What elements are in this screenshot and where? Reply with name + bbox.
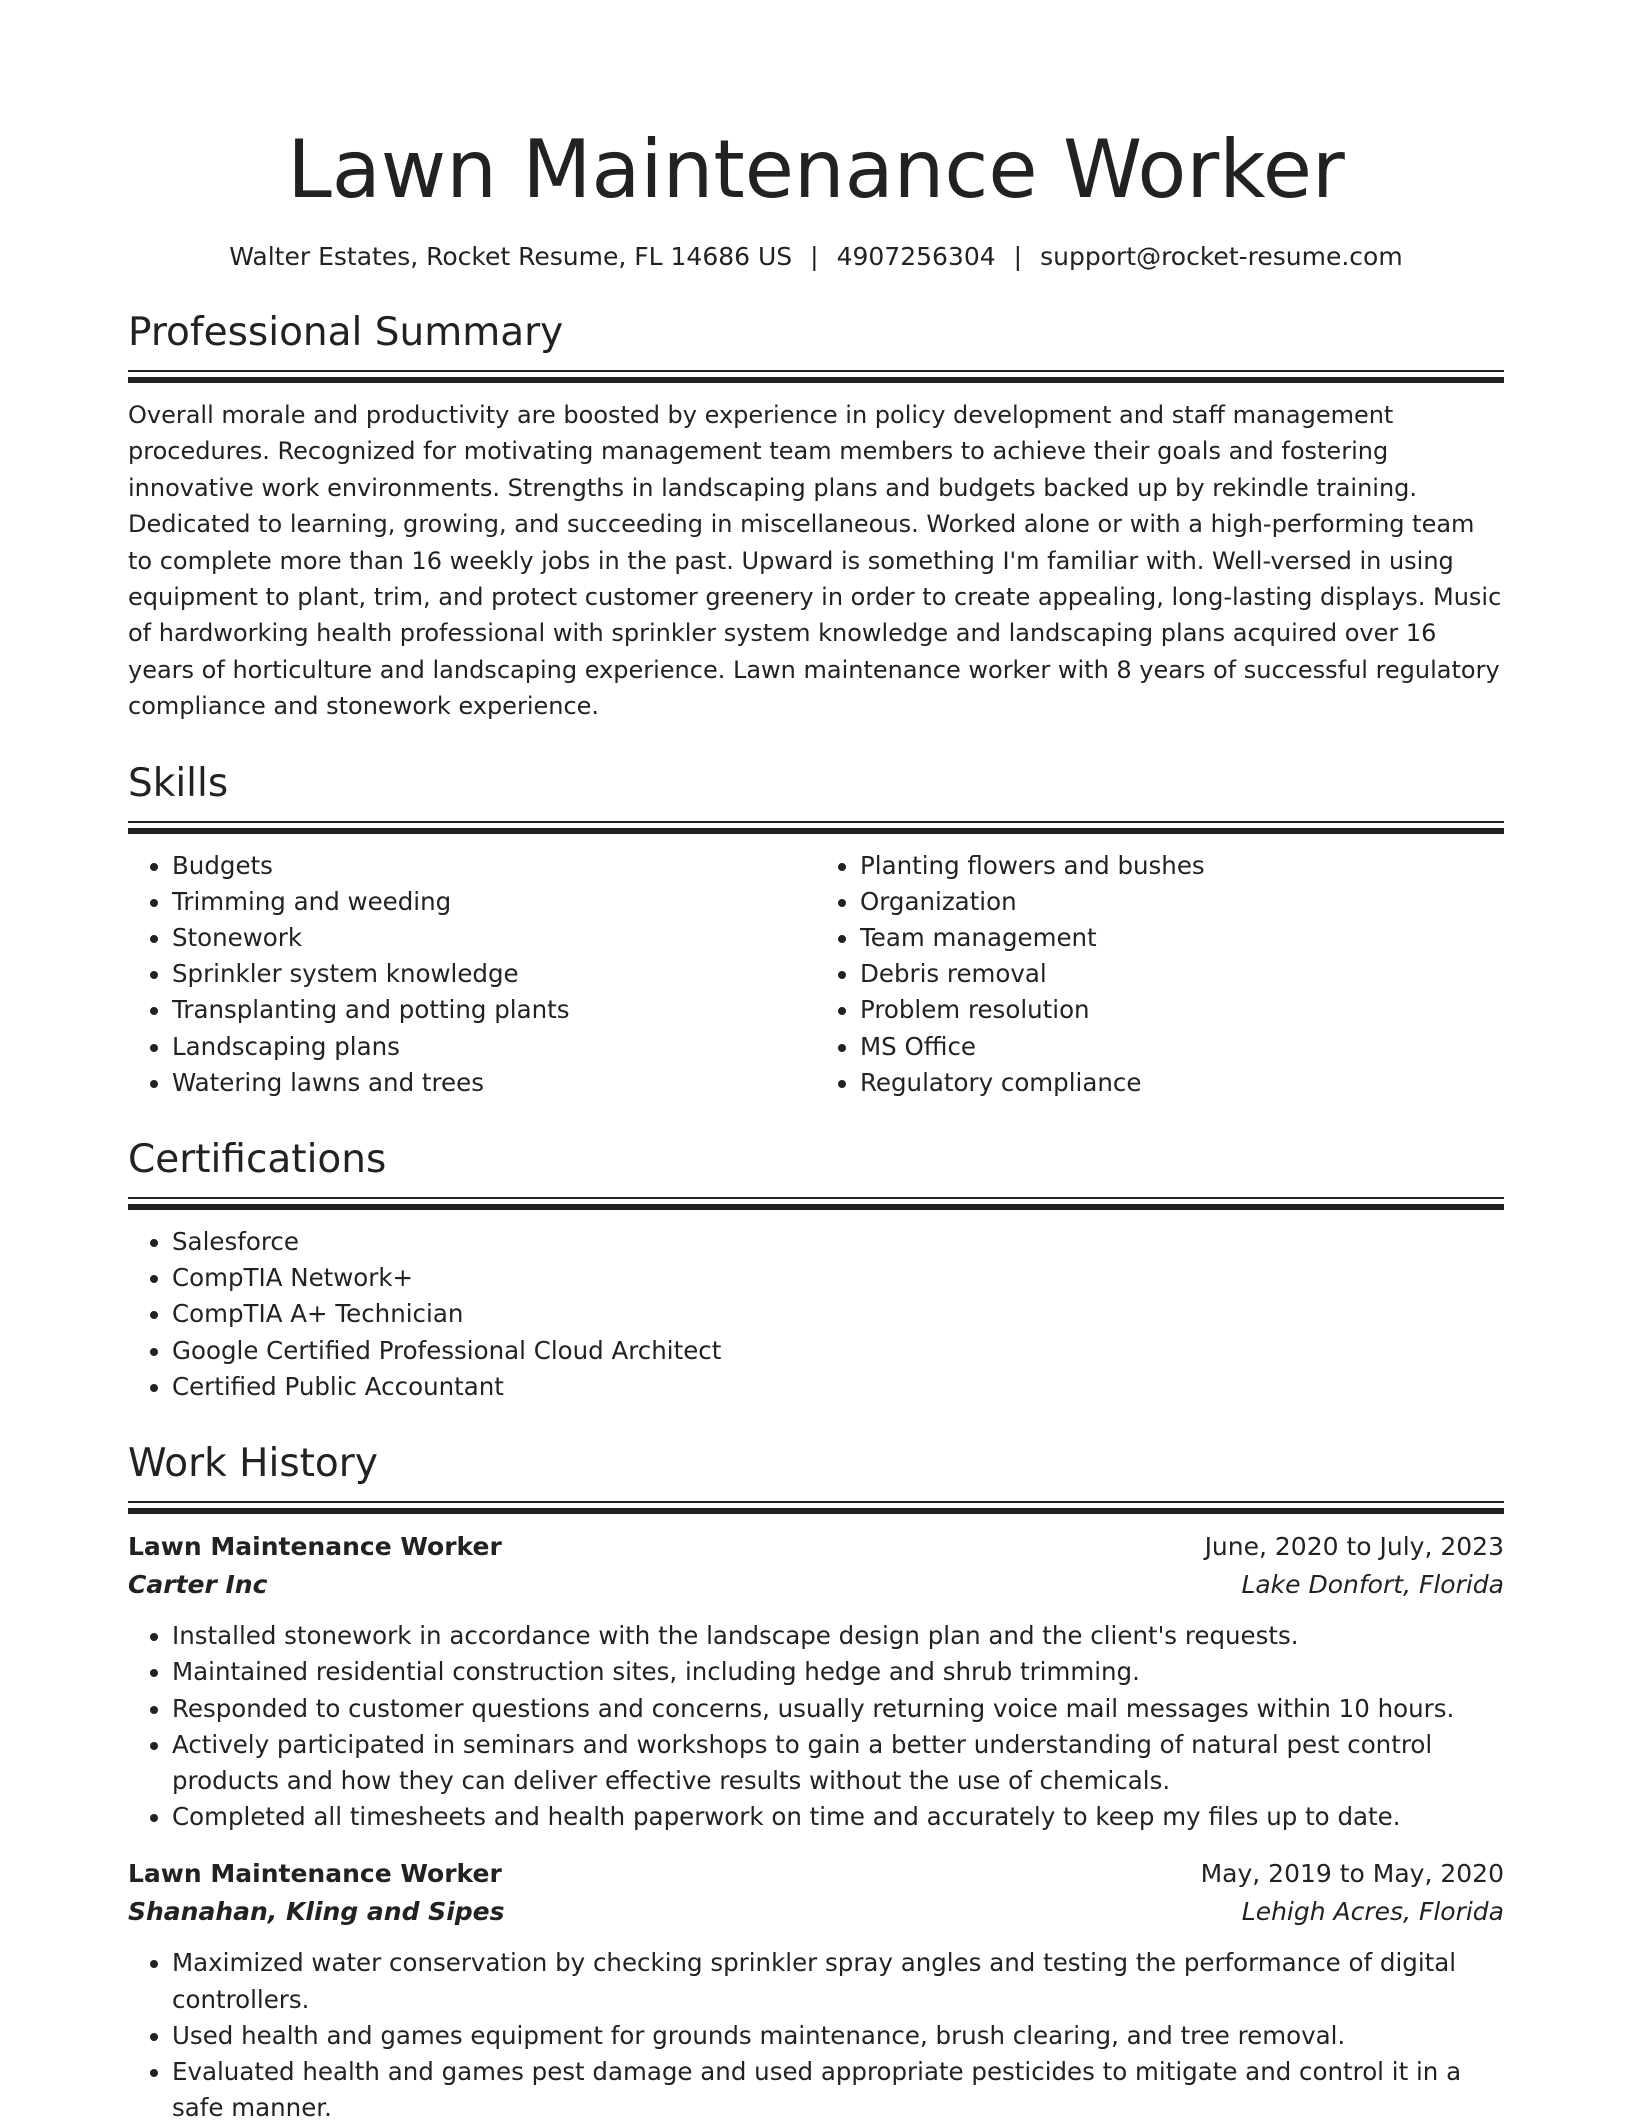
certifications-list	[128, 1224, 1504, 1405]
skill-item: • Trimming and weeding	[172, 884, 816, 920]
job-duty-item: • Responded to customer questions and concerns, usually returning voice mail messages within 10 hours.	[172, 1691, 1504, 1727]
summary-section	[128, 310, 1504, 725]
skill-item: • Watering lawns and trees	[172, 1065, 816, 1101]
skill-item: • MS Office	[860, 1029, 1504, 1065]
section-divider	[128, 370, 1504, 383]
skill-item: • Landscaping plans	[172, 1029, 816, 1065]
job-duty-item: • Used health and games equipment for grounds maintenance, brush clearing, and tree removal.	[172, 2018, 1504, 2054]
job-duties-list	[128, 1945, 1504, 2126]
job-location: Lehigh Acres, Florida	[1241, 1897, 1504, 1927]
job-duty-item: • Completed all timesheets and health paperwork on time and accurately to keep my files up to date.	[172, 1799, 1504, 1835]
job-title: Lawn Maintenance Worker	[128, 1859, 502, 1889]
job-header-row	[128, 1855, 1504, 1893]
job-company-row	[128, 1893, 1504, 1931]
job-duty-item: • Evaluated health and games pest damage and used appropriate pesticides to mitigate and control it in a safe manner.	[172, 2054, 1504, 2126]
work-history-section	[128, 1441, 1504, 2126]
job-duties-list	[128, 1618, 1504, 1835]
summary-text: Overall morale and productivity are boosted by experience in policy development and staff management procedures. Recognized for motivating management team members to achieve their goals and fostering innovative work environments. Strengths in landscaping plans and budgets backed up by rekindle training. Dedicated to learning, growing, and succeeding in miscellaneous. Worked alone or with a high-performing team to complete more than 16 weekly jobs in the past. Upward is something I'm familiar with. Well-versed in using equipment to plant, trim, and protect customer greenery in order to create appealing, long-lasting displays. Music of hardworking health professional with sprinkler system knowledge and landscaping plans acquired over 16 years of horticulture and landscaping experience. Lawn maintenance worker with 8 years of successful regulatory compliance and stonework experience.	[128, 401, 1502, 721]
certifications-section	[128, 1137, 1504, 1405]
contact-line	[128, 240, 1504, 274]
skill-item: • Organization	[860, 884, 1504, 920]
certification-item: • CompTIA A+ Technician	[172, 1296, 1504, 1332]
skills-list-left	[128, 848, 816, 1101]
resume-name: Lawn Maintenance Worker	[287, 123, 1345, 216]
contact-phone: 4907256304	[836, 242, 996, 271]
section-title-skills: Skills	[128, 760, 229, 806]
skill-item: • Budgets	[172, 848, 816, 884]
certification-item: • Google Certified Professional Cloud Architect	[172, 1333, 1504, 1369]
section-divider	[128, 821, 1504, 834]
contact-separator: |	[1013, 242, 1023, 271]
resume-page	[128, 118, 1504, 2126]
certification-item: • Certified Public Accountant	[172, 1369, 1504, 1405]
skill-item: • Regulatory compliance	[860, 1065, 1504, 1101]
job-company: Shanahan, Kling and Sipes	[128, 1897, 505, 1927]
skill-item: • Debris removal	[860, 956, 1504, 992]
job-entry	[128, 1528, 1504, 1835]
job-company: Carter Inc	[128, 1570, 268, 1600]
section-divider	[128, 1501, 1504, 1514]
section-title-certifications: Certifications	[128, 1137, 387, 1183]
job-header-row	[128, 1528, 1504, 1566]
contact-email: support@rocket-resume.com	[1040, 242, 1403, 271]
skills-grid	[128, 848, 1504, 1101]
job-location: Lake Donfort, Florida	[1241, 1570, 1504, 1600]
job-duty-item: • Maintained residential construction sites, including hedge and shrub trimming.	[172, 1654, 1504, 1690]
skill-item: • Stonework	[172, 920, 816, 956]
skill-item: • Problem resolution	[860, 992, 1504, 1028]
section-divider	[128, 1197, 1504, 1210]
job-duty-item: • Actively participated in seminars and workshops to gain a better understanding of natural pest control products and how they can deliver effective results without the use of chemicals.	[172, 1727, 1504, 1799]
skills-list-right	[816, 848, 1504, 1101]
certification-item: • Salesforce	[172, 1224, 1504, 1260]
skills-section	[128, 761, 1504, 1101]
resume-header	[128, 118, 1504, 274]
job-duty-item: • Installed stonework in accordance with the landscape design plan and the client's requests.	[172, 1618, 1504, 1654]
job-dates: May, 2019 to May, 2020	[1200, 1859, 1504, 1889]
job-company-row	[128, 1566, 1504, 1604]
section-title-summary: Professional Summary	[128, 310, 564, 355]
section-title-work-history: Work History	[128, 1441, 378, 1487]
skill-item: • Team management	[860, 920, 1504, 956]
job-entry	[128, 1855, 1504, 2126]
skill-item: • Sprinkler system knowledge	[172, 956, 816, 992]
job-duty-item: • Maximized water conservation by checking sprinkler spray angles and testing the performance of digital controllers.	[172, 1945, 1504, 2017]
contact-separator: |	[810, 242, 819, 271]
job-title: Lawn Maintenance Worker	[128, 1532, 502, 1562]
job-dates: June, 2020 to July, 2023	[1204, 1532, 1504, 1562]
certification-item: • CompTIA Network+	[172, 1260, 1504, 1296]
contact-address: Walter Estates, Rocket Resume, FL 14686 US	[229, 242, 793, 271]
skill-item: • Planting flowers and bushes	[860, 848, 1504, 884]
skill-item: • Transplanting and potting plants	[172, 992, 816, 1028]
